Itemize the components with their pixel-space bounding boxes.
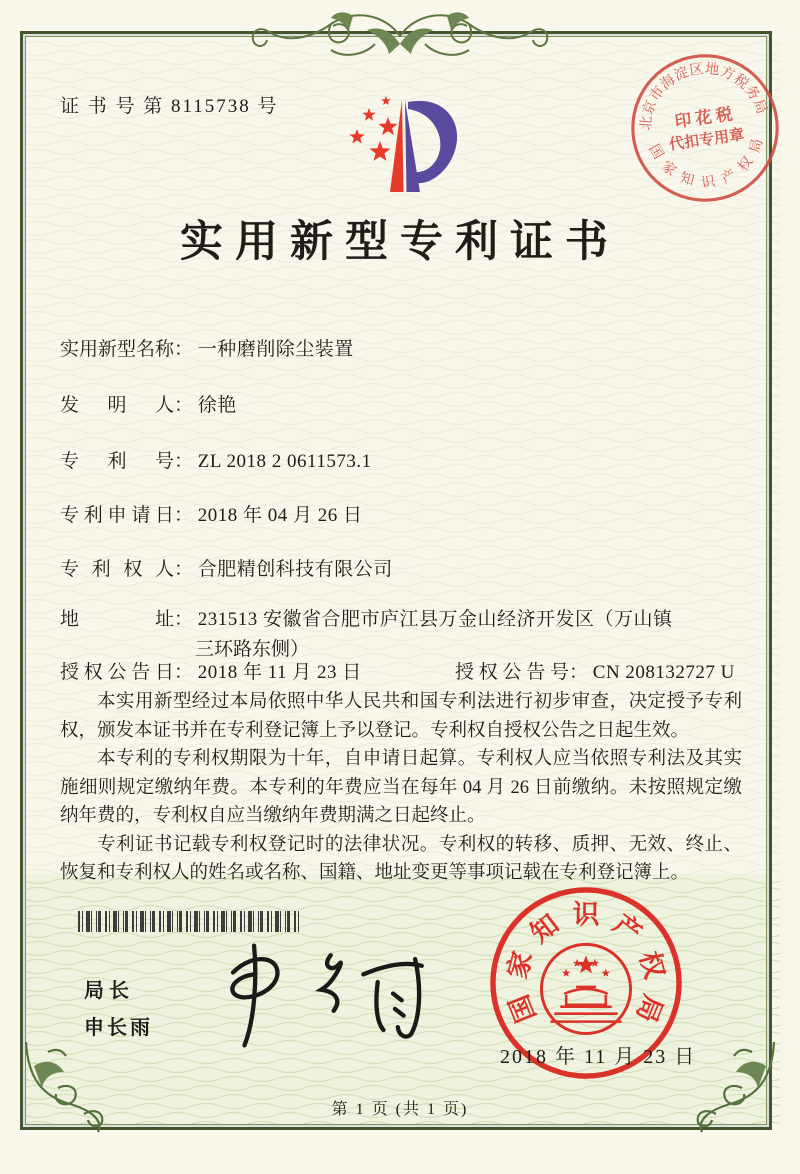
field-label: 实用新型名称 [60, 339, 175, 360]
director-title: 局长 [84, 980, 134, 1002]
seal-char: 国 [503, 990, 542, 1027]
field-label: 授权公告号 [455, 662, 569, 683]
field-label: 授权公告日 [60, 662, 174, 683]
seal-char: 局 [630, 990, 669, 1027]
barcode [78, 911, 302, 932]
director-name: 申长雨 [84, 1017, 153, 1039]
stamp-center-line2: 代扣专用章 [668, 127, 746, 154]
field-label: 专利号 [60, 451, 174, 472]
page-number-footer: 第 1 页 (共 1 页) [331, 1101, 469, 1118]
seal-char: 识 [572, 899, 600, 930]
legal-paragraph-2: 本专利的专利权期限为十年，自申请日起算。专利权人应当依照专利法及其实施细则规定缴纳年费。本专利的年费应当在每年 04 月 26 日前缴纳。未按照规定缴纳年费的，专利权自应当缴纳年费期满之日起终止。 [60, 749, 742, 826]
bottom-left-flourish-ornament [22, 1038, 118, 1134]
top-flourish-ornament [233, 4, 567, 66]
field-patentee: 专利权人： 合肥精创科技有限公司 [60, 554, 393, 581]
stamp-center-line1: 印 花 税 [673, 104, 734, 132]
field-value: 徐艳 [197, 395, 237, 416]
field-value: CN 208132727 U [592, 662, 735, 683]
stamp-bottom-arc-text: 国家知识产权局 [645, 128, 769, 192]
field-value: ZL 2018 2 0611573.1 [197, 451, 372, 472]
stamp-tax-seal [627, 50, 783, 206]
bottom-right-flourish-ornament [682, 1038, 778, 1134]
stamp-top-arc-text: 北京市海淀区地方税务局 [638, 61, 770, 131]
field-label: 专利权人 [60, 559, 174, 580]
seal-char: 权 [633, 948, 670, 982]
cnipa-logo [328, 88, 478, 218]
field-value: 合肥精创科技有限公司 [197, 559, 393, 580]
field-utility-model-name: 实用新型名称： 一种磨削除尘装置 [60, 334, 354, 361]
field-grant-number: 授权公告号： CN 208132727 U [455, 657, 735, 684]
field-value: 231513 安徽省合肥市庐江县万金山经济开发区（万山镇 [197, 609, 673, 630]
field-address: 地址： 231513 安徽省合肥市庐江县万金山经济开发区（万山镇 [60, 604, 673, 631]
seal-date: 2018 年 11 月 23 日 [500, 1046, 697, 1068]
field-address-line2: 三环路东侧） [195, 639, 310, 660]
certificate-title: 实用新型专利证书 [180, 219, 620, 266]
seal-char: 产 [607, 908, 648, 949]
field-grant-date: 授权公告日： 2018 年 11 月 23 日 [60, 657, 362, 684]
field-value: 一种磨削除尘装置 [197, 339, 354, 360]
field-value: 2018 年 11 月 23 日 [197, 662, 362, 683]
legal-text [60, 688, 742, 888]
field-patent-number: 专利号： ZL 2018 2 0611573.1 [60, 446, 372, 473]
field-filing-date: 专利申请日： 2018 年 04 月 26 日 [60, 500, 363, 527]
field-label: 地址 [60, 609, 174, 630]
legal-paragraph-3: 专利证书记载专利权登记时的法律状况。专利权的转移、质押、无效、终止、恢复和专利权人的姓名或名称、国籍、地址变更等事项记载在专利登记簿上。 [60, 834, 742, 883]
field-value: 2018 年 04 月 26 日 [197, 505, 363, 526]
seal-char: 知 [524, 908, 565, 949]
field-label: 专利申请日 [60, 505, 174, 526]
seal-char: 家 [502, 948, 539, 982]
director-signature-handwriting [196, 938, 431, 1053]
certificate-number: 证 书 号 第 8115738 号 [60, 96, 279, 117]
national-emblem [541, 944, 630, 1033]
field-label: 发明人 [60, 395, 174, 416]
field-inventor: 发明人： 徐艳 [60, 390, 237, 417]
legal-paragraph-1: 本实用新型经过本局依照中华人民共和国专利法进行初步审查，决定授予专利权，颁发本证书并在专利登记簿上予以登记。专利权自授权公告之日起生效。 [60, 692, 742, 741]
